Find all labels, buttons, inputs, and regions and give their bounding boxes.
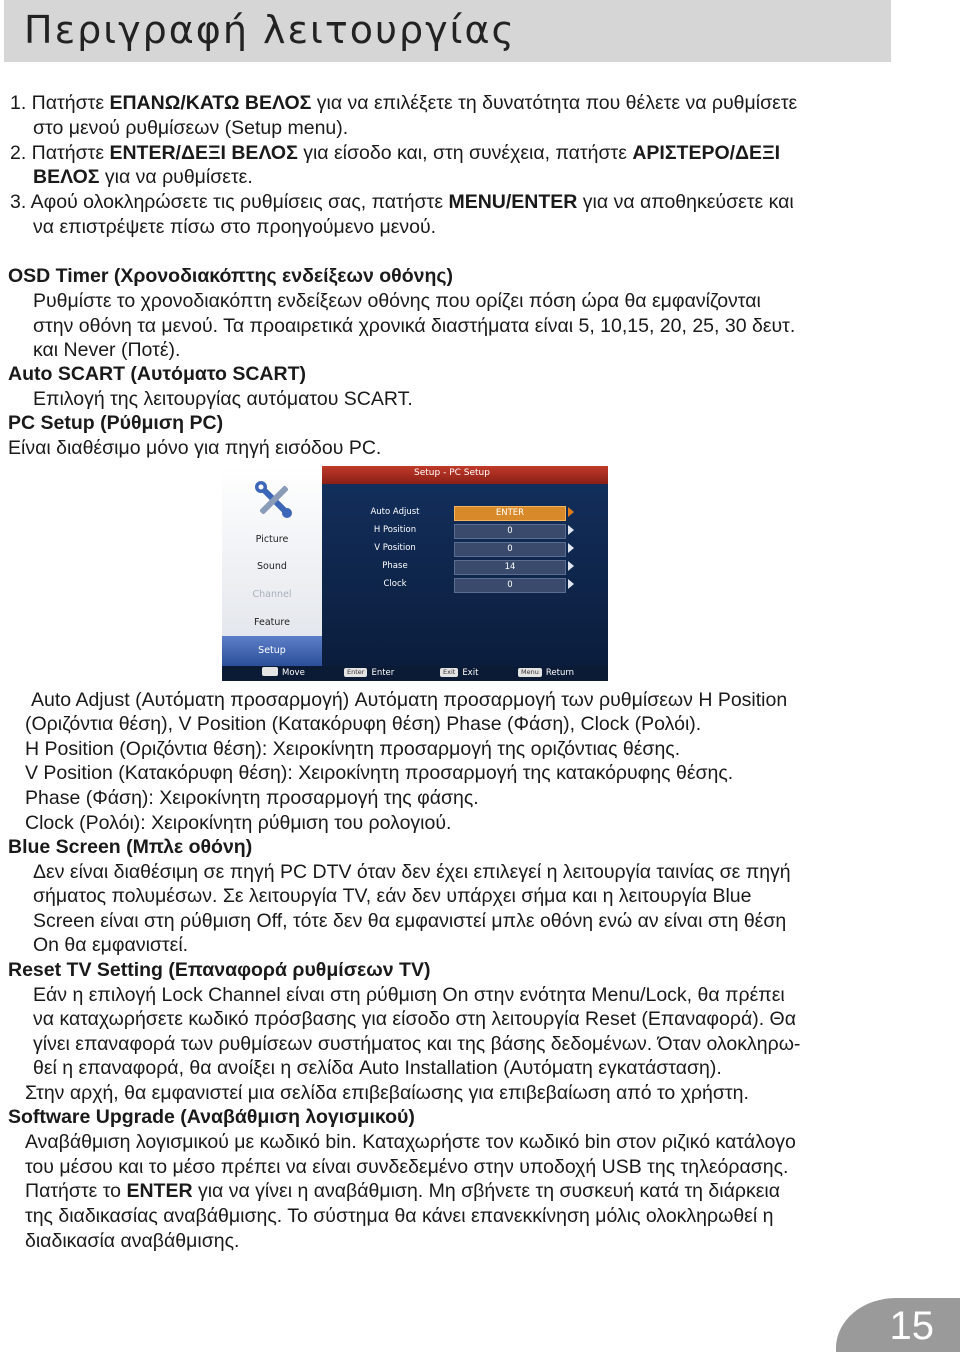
osd-bottom-bar	[222, 666, 608, 681]
software-upgrade-text-5: διαδικασία αναβάθμισης.	[25, 1230, 240, 1252]
osd-row-label: H Position	[373, 525, 417, 535]
reset-tv-text-2: να καταχωρήσετε κωδικό πρόσβασης για είσοδο στη λειτουργία Reset (Επαναφορά). Θα	[33, 1008, 796, 1030]
osd-enter-hint: Enter Enter	[344, 666, 394, 681]
exit-key-icon: Exit	[440, 668, 458, 677]
osd-title: Setup - PC Setup	[414, 468, 490, 478]
osd-row-label: Clock	[383, 579, 407, 589]
blue-screen-text-2: σήματος πολυμέσων. Σε λειτουργία TV, εάν δεν υπάρχει σήμα και η λειτουργία Blue	[33, 885, 752, 907]
osd-move-hint: Move	[262, 666, 305, 681]
step-2-cont: ΒΕΛΟΣ για να ρυθμίσετε.	[33, 166, 253, 188]
pc-detail-6: Clock (Ρολόι): Χειροκίνητη ρύθμιση του ρολογιού.	[25, 812, 452, 834]
reset-tv-text-5: Στην αρχή, θα εμφανιστεί μια σελίδα επιβεβαίωσης για επιβεβαίωση από το χρήστη.	[25, 1082, 749, 1104]
osd-timer-heading: OSD Timer (Χρονοδιακόπτης ενδείξεων οθόνης)	[8, 265, 454, 287]
osd-menu-sound[interactable]: Sound	[257, 561, 287, 572]
auto-scart-text: Επιλογή της λειτουργίας αυτόματου SCART.	[33, 388, 413, 410]
osd-row-h-position[interactable]	[340, 523, 608, 538]
pc-detail-3: H Position (Οριζόντια θέση): Χειροκίνητη προσαρμογή της οριζόντιας θέσης.	[25, 738, 681, 760]
pc-detail-5: Phase (Φάση): Χειροκίνητη προσαρμογή της φάσης.	[25, 787, 479, 809]
osd-timer-text-1: Ρυθμίστε το χρονοδιακόπτη ενδείξεων οθόνης που ορίζει πόση ώρα θα εμφανίζονται	[33, 290, 761, 312]
auto-scart-heading: Auto SCART (Αυτόματο SCART)	[8, 363, 307, 385]
step-3: 3. Αφού ολοκληρώσετε τις ρυθμίσεις σας, πατήστε MENU/ENTER για να αποθηκεύσετε και	[10, 191, 794, 213]
osd-row-label: Phase	[382, 561, 408, 571]
osd-row-clock[interactable]	[340, 577, 608, 592]
reset-tv-text-1: Εάν η επιλογή Lock Channel είναι στη ρύθμιση On στην ενότητα Menu/Lock, θα πρέπει	[33, 984, 785, 1006]
osd-row-phase[interactable]	[340, 559, 608, 574]
osd-menu-picture[interactable]: Picture	[255, 534, 289, 545]
software-upgrade-text-4: της διαδικασίας αναβάθμισης. Το σύστημα θα κάνει επανεκκίνηση μόλις ολοκληρωθεί η	[25, 1205, 774, 1227]
osd-row-value: 0	[454, 524, 566, 539]
pc-setup-text: Είναι διαθέσιμο μόνο για πηγή εισόδου PC.	[8, 437, 382, 459]
right-arrow-icon	[568, 543, 574, 553]
move-arrows-icon	[262, 667, 278, 676]
osd-timer-text-2: στην οθόνη τα μενού. Τα προαιρετικά χρονικά διαστήματα είναι 5, 10,15, 20, 25, 30 δευτ.	[33, 315, 796, 337]
blue-screen-text-3: Screen είναι στη ρύθμιση Off, τότε δεν θα εμφανιστεί μπλε οθόνη ενώ αν είναι στη θέση	[33, 910, 787, 932]
pc-setup-heading: PC Setup (Ρύθμιση PC)	[8, 412, 224, 434]
osd-row-value: 0	[454, 578, 566, 593]
blue-screen-text-4: On θα εμφανιστεί.	[33, 934, 189, 956]
osd-setup-screenshot	[222, 466, 608, 681]
step-2: 2. Πατήστε ENTER/ΔΕΞΙ ΒΕΛΟΣ για είσοδο και, στη συνέχεια, πατήστε ΑΡΙΣΤΕΡΟ/ΔΕΞΙ	[10, 142, 781, 164]
right-arrow-icon	[568, 525, 574, 535]
menu-key-icon: Menu	[518, 668, 542, 677]
tools-icon	[252, 478, 296, 522]
pc-detail-1: Auto Adjust (Αυτόματη προσαρμογή) Αυτόματη προσαρμογή των ρυθμίσεων H Position	[31, 689, 788, 711]
pc-detail-2: (Οριζόντια θέση), V Position (Κατακόρυφη θέση) Phase (Φάση), Clock (Ρολόι).	[25, 713, 702, 735]
software-upgrade-text-2: του μέσου και το μέσο πρέπει να είναι συνδεδεμένο στην υποδοχή USB της τηλεόρασης.	[25, 1156, 789, 1178]
osd-exit-hint: Exit Exit	[440, 666, 478, 681]
osd-row-auto-adjust[interactable]	[340, 505, 608, 520]
osd-row-value: 14	[454, 560, 566, 575]
page-title: Περιγραφή λειτουργίας	[24, 8, 516, 52]
osd-row-label: Auto Adjust	[370, 507, 420, 517]
enter-key-icon: Enter	[344, 668, 367, 677]
page-header	[4, 0, 891, 62]
reset-tv-text-4: θεί η επαναφορά, θα ανοίξει η σελίδα Auto Installation (Αυτόματη εγκατάσταση).	[33, 1057, 722, 1079]
software-upgrade-heading: Software Upgrade (Αναβάθμιση λογισμικού)	[8, 1106, 415, 1128]
reset-tv-text-3: γίνει επαναφορά των ρυθμίσεων συστήματος και της βάσης δεδομένων. Όταν ολοκληρω-	[33, 1033, 801, 1055]
osd-return-hint: Menu Return	[518, 666, 574, 681]
osd-timer-text-3: και Never (Ποτέ).	[33, 339, 181, 361]
osd-menu-setup[interactable]: Setup	[222, 636, 322, 666]
software-upgrade-text-3: Πατήστε το ENTER για να γίνει η αναβάθμιση. Μη σβήνετε τη συσκευή κατά τη διάρκεια	[25, 1180, 781, 1202]
osd-row-value: 0	[454, 542, 566, 557]
step-1-cont: στο μενού ρυθμίσεων (Setup menu).	[33, 117, 349, 139]
osd-menu-feature[interactable]: Feature	[254, 617, 290, 628]
osd-menu-channel[interactable]: Channel	[252, 589, 292, 600]
right-arrow-icon	[568, 507, 574, 517]
right-arrow-icon	[568, 579, 574, 589]
blue-screen-heading: Blue Screen (Μπλε οθόνη)	[8, 836, 253, 858]
osd-row-value: ENTER	[454, 506, 566, 521]
right-arrow-icon	[568, 561, 574, 571]
step-1: 1. Πατήστε ΕΠΑΝΩ/ΚΑΤΩ ΒΕΛΟΣ για να επιλέξετε τη δυνατότητα που θέλετε να ρυθμίσετε	[10, 92, 798, 114]
osd-row-v-position[interactable]	[340, 541, 608, 556]
blue-screen-text-1: Δεν είναι διαθέσιμη σε πηγή PC DTV όταν δεν έχει επιλεγεί η λειτουργία ταινίας σε πηγή	[33, 861, 791, 883]
page-number-tab	[836, 1298, 960, 1352]
osd-row-label: V Position	[374, 543, 416, 553]
page-number: 15	[889, 1304, 934, 1348]
pc-detail-4: V Position (Κατακόρυφη θέση): Χειροκίνητη προσαρμογή της κατακόρυφης θέσης.	[25, 762, 734, 784]
software-upgrade-text-1: Αναβάθμιση λογισμικού με κωδικό bin. Καταχωρήστε τον κωδικό bin στον ριζικό κατάλογο	[25, 1131, 796, 1153]
step-3-cont: να επιστρέψετε πίσω στο προηγούμενο μενού.	[33, 216, 437, 238]
reset-tv-heading: Reset TV Setting (Επαναφορά ρυθμίσεων TV)	[8, 959, 431, 981]
